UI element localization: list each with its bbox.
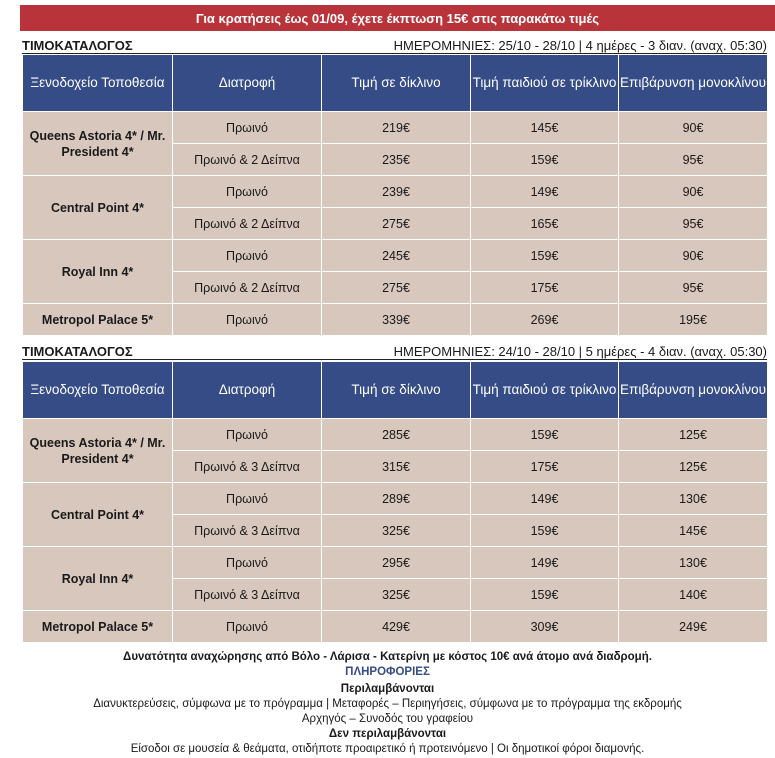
hotel-name: Royal Inn 4*: [23, 240, 173, 304]
child-price: 149€: [471, 483, 619, 515]
hotel-name: Metropol Palace 5*: [23, 611, 173, 643]
table-row: [23, 304, 768, 336]
child-price: 145€: [471, 112, 619, 144]
header-hotel: Ξενοδοχείο Τοποθεσία: [23, 362, 173, 419]
single-supplement: 95€: [619, 272, 768, 304]
board-cell: Πρωινό: [173, 611, 322, 643]
hotel-name: Central Point 4*: [23, 176, 173, 240]
single-supplement: 95€: [619, 208, 768, 240]
single-supplement: 125€: [619, 451, 768, 483]
board-cell: Πρωινό & 3 Δείπνα: [173, 451, 322, 483]
included-title: Περιλαμβάνονται: [340, 683, 435, 695]
table-row: [23, 611, 768, 643]
board-cell: Πρωινό: [173, 176, 322, 208]
double-price: 219€: [322, 112, 471, 144]
header-hotel: Ξενοδοχείο Τοποθεσία: [23, 55, 173, 112]
board-cell: Πρωινό: [173, 547, 322, 579]
section-dates: ΗΜΕΡΟΜΗΝΙΕΣ: 25/10 - 28/10 | 4 ημέρες - 3 διαν. (αναχ. 05:30): [393, 37, 767, 53]
header-board: Διατροφή: [173, 362, 322, 419]
double-price: 245€: [322, 240, 471, 272]
single-supplement: 249€: [619, 611, 768, 643]
excluded-line: Είσοδοι σε μουσεία & θεάματα, οτιδήποτε προαιρετικό ή προτεινόμενο | Οι δημοτικοί φόροι διαμονής.: [130, 743, 645, 755]
child-price: 165€: [471, 208, 619, 240]
header-double: Τιμή σε δίκλινο: [322, 55, 471, 112]
double-price: 315€: [322, 451, 471, 483]
double-price: 339€: [322, 304, 471, 336]
board-cell: Πρωινό & 2 Δείπνα: [173, 144, 322, 176]
price-table-2: [22, 361, 768, 643]
double-price: 325€: [322, 579, 471, 611]
info-title: ΠΛΗΡΟΦΟΡΙΕΣ: [345, 666, 430, 678]
board-cell: Πρωινό & 2 Δείπνα: [173, 208, 322, 240]
child-price: 159€: [471, 240, 619, 272]
board-cell: Πρωινό & 3 Δείπνα: [173, 579, 322, 611]
child-price: 159€: [471, 579, 619, 611]
single-supplement: 130€: [619, 483, 768, 515]
child-price: 149€: [471, 547, 619, 579]
single-supplement: 145€: [619, 515, 768, 547]
double-price: 295€: [322, 547, 471, 579]
double-price: 429€: [322, 611, 471, 643]
child-price: 309€: [471, 611, 619, 643]
hotel-name: Central Point 4*: [23, 483, 173, 547]
single-supplement: 130€: [619, 547, 768, 579]
header-double: Τιμή σε δίκλινο: [322, 362, 471, 419]
child-price: 149€: [471, 176, 619, 208]
hotel-name: Royal Inn 4*: [23, 547, 173, 611]
table-row: [23, 240, 768, 272]
single-supplement: 90€: [619, 240, 768, 272]
single-supplement: 90€: [619, 112, 768, 144]
child-price: 175€: [471, 451, 619, 483]
header-child: Τιμή παιδιού σε τρίκλινο: [471, 55, 619, 112]
board-cell: Πρωινό & 2 Δείπνα: [173, 272, 322, 304]
board-cell: Πρωινό: [173, 112, 322, 144]
single-supplement: 90€: [619, 176, 768, 208]
section-2-header: [22, 343, 767, 360]
pricelist-label: ΤΙΜΟΚΑΤΑΛΟΓΟΣ: [22, 37, 133, 53]
double-price: 235€: [322, 144, 471, 176]
section-1-header: [22, 37, 767, 54]
table-row: [23, 176, 768, 208]
board-cell: Πρωινό: [173, 304, 322, 336]
header-child: Τιμή παιδιού σε τρίκλινο: [471, 362, 619, 419]
child-price: 269€: [471, 304, 619, 336]
footer: [0, 650, 775, 757]
included-line: Διανυκτερεύσεις, σύμφωνα με το πρόγραμμα | Μεταφορές – Περιηγήσεις, σύμφωνα με το πρόγραμμα της εκδρομής: [93, 698, 682, 710]
included-line: Αρχηγός – Συνοδός του γραφείου: [301, 713, 474, 725]
pricelist-label: ΤΙΜΟΚΑΤΑΛΟΓΟΣ: [22, 343, 133, 359]
header-board: Διατροφή: [173, 55, 322, 112]
table-row: [23, 419, 768, 451]
child-price: 159€: [471, 515, 619, 547]
board-cell: Πρωινό: [173, 419, 322, 451]
child-price: 159€: [471, 419, 619, 451]
single-supplement: 140€: [619, 579, 768, 611]
header-single: Επιβάρυνση μονοκλίνου: [619, 362, 768, 419]
double-price: 289€: [322, 483, 471, 515]
table-row: [23, 483, 768, 515]
table-row: [23, 112, 768, 144]
single-supplement: 125€: [619, 419, 768, 451]
hotel-name: Metropol Palace 5*: [23, 304, 173, 336]
hotel-name: Queens Astoria 4* / Mr. President 4*: [23, 112, 173, 176]
departure-note: Δυνατότητα αναχώρησης από Βόλο - Λάρισα - Κατερίνη με κόστος 10€ ανά άτομο ανά διαδρομή.: [123, 651, 652, 663]
hotel-name: Queens Astoria 4* / Mr. President 4*: [23, 419, 173, 483]
board-cell: Πρωινό: [173, 483, 322, 515]
single-supplement: 95€: [619, 144, 768, 176]
single-supplement: 195€: [619, 304, 768, 336]
section-dates: ΗΜΕΡΟΜΗΝΙΕΣ: 24/10 - 28/10 | 5 ημέρες - 4 διαν. (αναχ. 05:30): [393, 343, 767, 359]
double-price: 325€: [322, 515, 471, 547]
child-price: 159€: [471, 144, 619, 176]
header-single: Επιβάρυνση μονοκλίνου: [619, 55, 768, 112]
double-price: 275€: [322, 272, 471, 304]
excluded-title: Δεν περιλαμβάνονται: [328, 728, 447, 740]
board-cell: Πρωινό & 3 Δείπνα: [173, 515, 322, 547]
price-table-1: [22, 54, 768, 336]
child-price: 175€: [471, 272, 619, 304]
board-cell: Πρωινό: [173, 240, 322, 272]
double-price: 239€: [322, 176, 471, 208]
double-price: 285€: [322, 419, 471, 451]
discount-banner: Για κρατήσεις έως 01/09, έχετε έκπτωση 15€ στις παρακάτω τιμές: [20, 5, 775, 31]
double-price: 275€: [322, 208, 471, 240]
table-row: [23, 547, 768, 579]
